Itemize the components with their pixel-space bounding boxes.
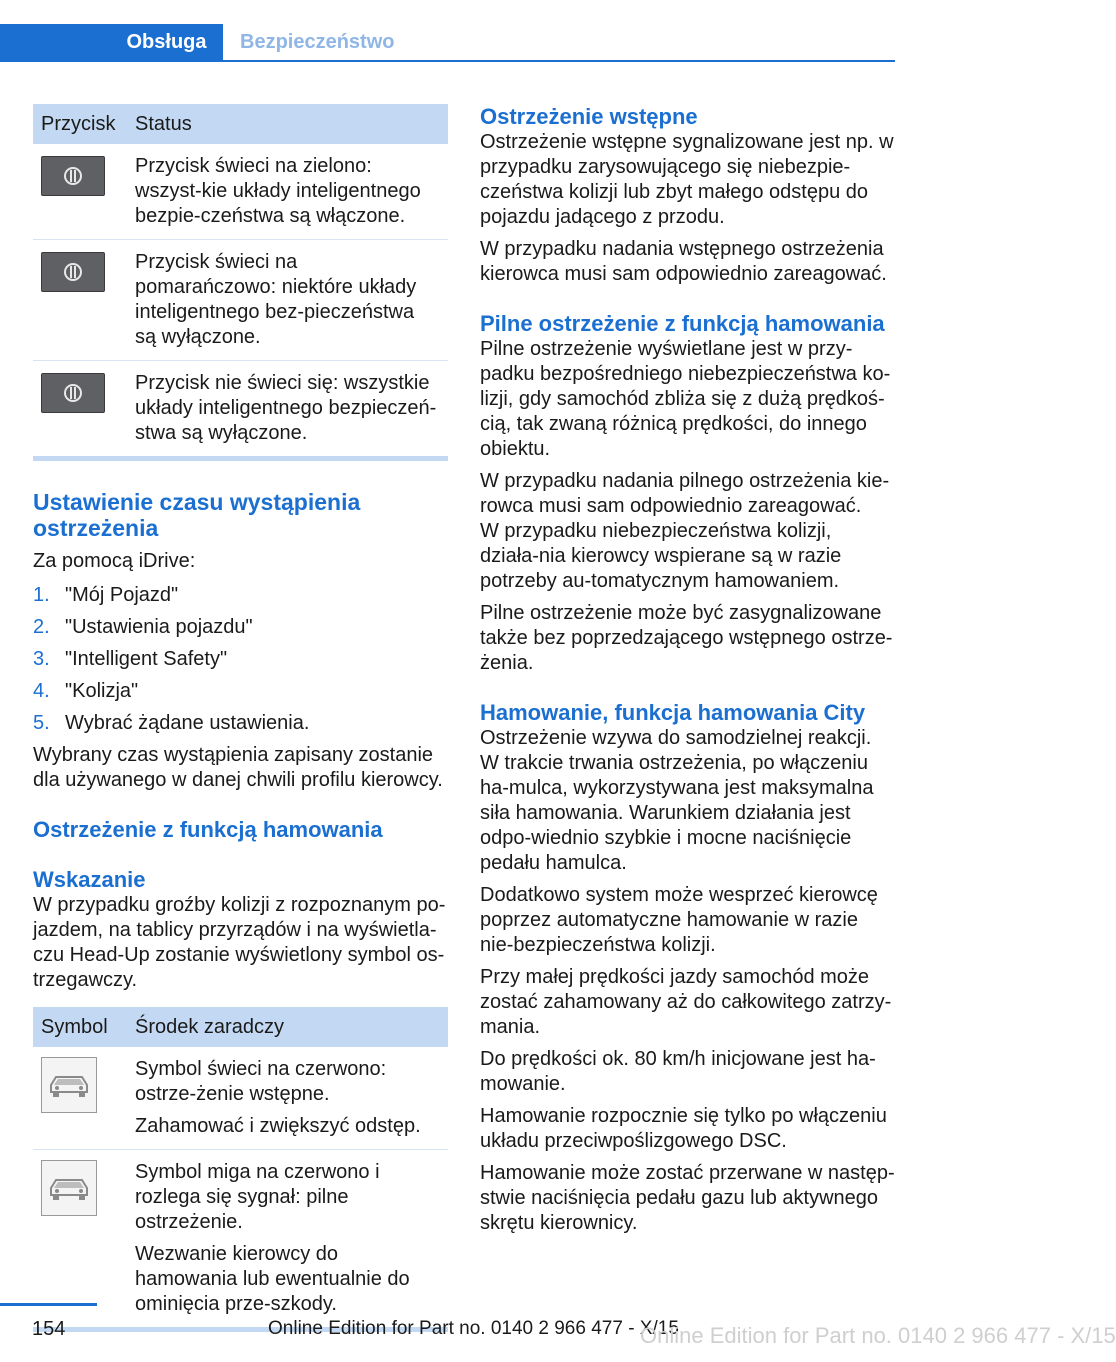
tab-bezpieczenstwo[interactable]: Bezpieczeństwo [240, 30, 395, 53]
indication-text: W przypadku groźby kolizji z rozpoznanym po-jazdem, na tablicy przyrządów i na wyświetla-czu Head-Up zostanie wyświetlony symbol os-trzegawczy. [33, 894, 446, 991]
header-divider [0, 60, 895, 62]
intelligent-safety-button-icon [41, 156, 105, 196]
city-braking-p3: Przy małej prędkości jazdy samochód może zostać zahamowany aż do całkowitego zatrzy-mania. [480, 966, 892, 1038]
timing-note: Wybrany czas wystąpienia zapisany zostanie dla używanego w danej chwili profilu kierowcy. [33, 744, 443, 791]
timing-intro: Za pomocą iDrive: [33, 550, 196, 572]
table-row [33, 1047, 448, 1150]
city-braking-p1: Ostrzeżenie wzywa do samodzielnej reakcji. W trakcie trwania ostrzeżenia, po włączeniu ha-mulca, wykorzystywana jest maksymalna siła hamowania. Warunkiem działania jest odpo-wiednio szybkie i mocne naciśnięcie pedału hamulca. [480, 727, 874, 874]
sub-heading-indication: Wskazanie [33, 867, 146, 892]
car-warning-icon [41, 1160, 97, 1216]
table-row [33, 144, 448, 240]
page-number: 154 [32, 1318, 66, 1340]
timing-steps [33, 583, 448, 736]
symbol-table-header-action: Środek zaradczy [127, 1007, 448, 1047]
intelligent-safety-button-icon [41, 373, 105, 413]
status-table-header-status: Status [127, 104, 448, 144]
urgent-warning-p1: Pilne ostrzeżenie wyświetlane jest w przy-padku bezpośredniego niebezpieczeństwa ko-lizji, gdy samochód zbliża się z dużą prędkoś-cią, tak zwaną różnicą prędkości, do innego obiektu. [480, 338, 891, 460]
tab-obsluga[interactable]: Obsługa [0, 24, 223, 60]
section-heading-pre-warning: Ostrzeżenie wstępne [480, 104, 698, 129]
list-item: 5. Wybrać żądane ustawienia. [33, 712, 310, 734]
intelligent-safety-button-icon [41, 252, 105, 292]
section-heading-timing: Ustawienie czasu wystąpienia ostrzeżenia [33, 489, 361, 541]
list-item: 3. "Intelligent Safety" [33, 648, 228, 670]
status-table [33, 104, 448, 456]
status-text: Przycisk nie świeci się: wszystkie układy inteligentnego bezpieczeń-stwa są wyłączone. [135, 372, 437, 444]
urgent-warning-p2b: W przypadku niebezpieczeństwa kolizji, działa-nia kierowcy wspierane są w razie potrzeby au-tomatycznym hamowaniem. [480, 520, 842, 592]
chapter-header [0, 24, 895, 62]
table-row [33, 240, 448, 361]
urgent-warning-p3: Pilne ostrzeżenie może być zasygnalizowane także bez poprzedzającego wstępnego ostrze-żenia. [480, 602, 893, 674]
status-text: Przycisk świeci na pomarańczowo: niektóre układy inteligentnego bez-pieczeństwa są wyłączone. [127, 240, 448, 361]
symbol-description: Symbol miga na czerwono i rozlega się sygnał: pilne ostrzeżenie. [135, 1161, 380, 1233]
section-heading-braking-warning: Ostrzeżenie z funkcją hamowania [33, 817, 383, 842]
section-heading-city-braking: Hamowanie, funkcja hamowania City [480, 700, 866, 725]
urgent-warning-p2a: W przypadku nadania pilnego ostrzeżenia kie-rowca musi sam odpowiednio zareagować. [480, 470, 890, 517]
pre-warning-p1: Ostrzeżenie wstępne sygnalizowane jest np. w przypadku zarysowującego się niebezpie-czeństwa kolizji lub zbyt małego odstępu do pojazdu jadącego z przodu. [480, 131, 894, 228]
status-table-header-button: Przycisk [33, 104, 127, 144]
city-braking-p5: Hamowanie rozpocznie się tylko po włączeniu układu przeciwpoślizgowego DSC. [480, 1105, 887, 1152]
list-item: 4. "Kolizja" [33, 680, 139, 702]
table-row [33, 1150, 448, 1328]
car-warning-icon [41, 1057, 97, 1113]
list-item: 1. "Mój Pojazd" [33, 584, 179, 606]
edition-note: Online Edition for Part no. 0140 2 966 477 - X/15 [268, 1318, 679, 1339]
right-column [480, 104, 895, 1236]
symbol-action: Zahamować i zwiększyć odstęp. [135, 1115, 421, 1137]
symbol-table-header-symbol: Symbol [33, 1007, 127, 1047]
footer-divider [0, 1303, 97, 1306]
status-text: Przycisk świeci na zielono: wszyst-kie układy inteligentnego bezpie-czeństwa są włączone. [127, 144, 448, 240]
city-braking-p6: Hamowanie może zostać przerwane w następ-stwie naciśnięcia pedału gazu lub aktywnego skrętu kierownicy. [480, 1162, 895, 1234]
left-column [33, 104, 448, 1332]
symbol-table [33, 1007, 448, 1327]
city-braking-p4: Do prędkości ok. 80 km/h inicjowane jest ha-mowanie. [480, 1048, 876, 1095]
table-row [33, 361, 448, 457]
list-item: 2. "Ustawienia pojazdu" [33, 616, 253, 638]
symbol-action: Wezwanie kierowcy do hamowania lub ewentualnie do ominięcia prze-szkody. [135, 1243, 410, 1315]
watermark: Online Edition for Part no. 0140 2 966 477 - X/15 [640, 1323, 1116, 1348]
symbol-description: Symbol świeci na czerwono: ostrze-żenie wstępne. [135, 1058, 387, 1105]
pre-warning-p2: W przypadku nadania wstępnego ostrzeżenia kierowca musi sam odpowiednio zareagować. [480, 238, 887, 285]
section-heading-urgent-warning: Pilne ostrzeżenie z funkcją hamowania [480, 311, 885, 336]
city-braking-p2: Dodatkowo system może wesprzeć kierowcę poprzez automatyczne hamowanie w razie nie-bezpieczeństwa kolizji. [480, 884, 878, 956]
